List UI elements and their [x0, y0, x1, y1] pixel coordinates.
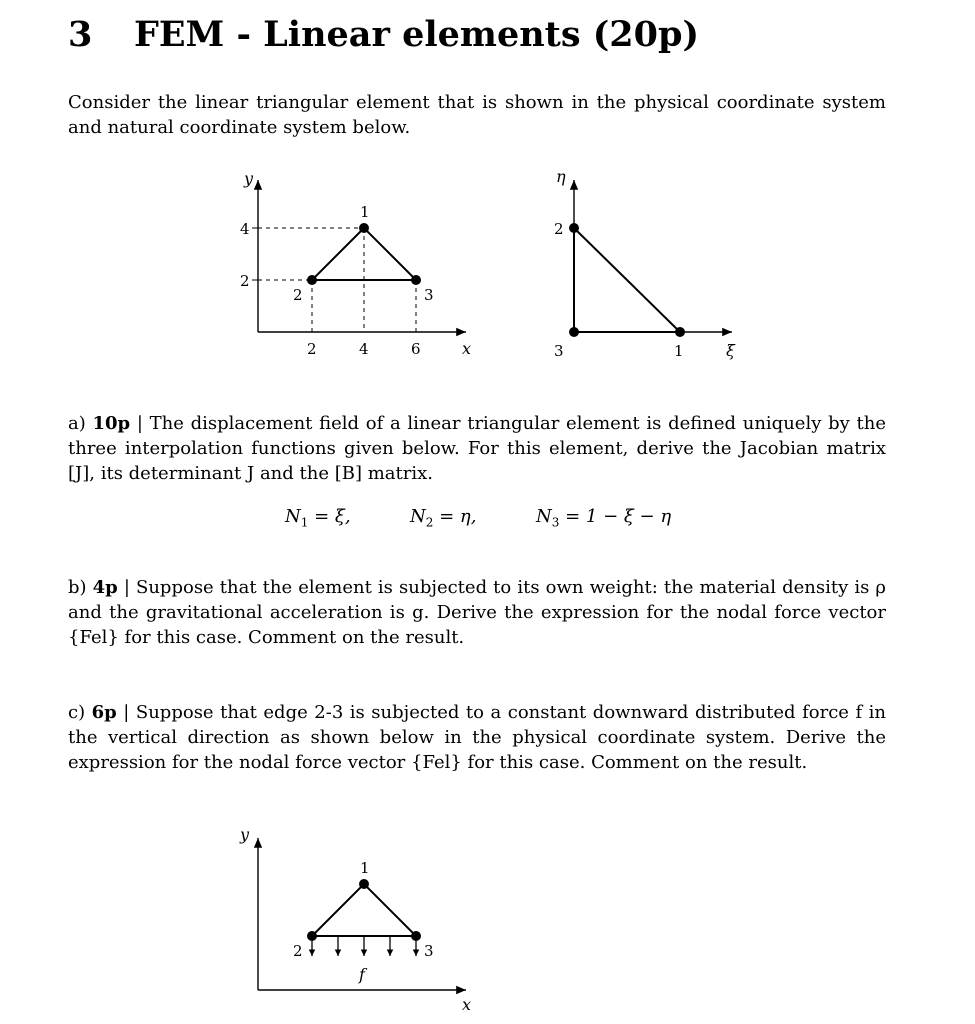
- section-heading: [68, 14, 699, 55]
- node-3: [411, 275, 421, 285]
- equation-n1: $N_1 = \xi$,: [285, 506, 351, 530]
- part-a-points: 10p: [92, 413, 131, 434]
- triangle-element: [312, 884, 416, 936]
- x-axis-label: x: [462, 339, 472, 358]
- eta-axis-label: η: [556, 167, 566, 186]
- y-tick-label: 2: [240, 272, 250, 290]
- node-1: [359, 223, 369, 233]
- load-label: f: [359, 965, 365, 984]
- node-1: [359, 879, 369, 889]
- reference-triangle: [574, 228, 680, 332]
- part-a-text: | The displacement field of a linear triangular element is defined uniquely by the three interpolation functions given below. For this element, derive the Jacobian matrix [J], its determinant J and the [B] matrix.: [68, 413, 886, 484]
- x-tick-label: 2: [307, 340, 317, 358]
- node-label: 1: [360, 859, 370, 877]
- intro-paragraph: Consider the linear triangular element that is shown in the physical coordinate system and natural coordinate system below.: [68, 92, 886, 138]
- part-b-text: | Suppose that the element is subjected to its own weight: the material density is ρ and the gravitational acceleration is g. Derive the expression for the nodal force vector {Fel} for this case. Comment on the result.: [68, 577, 886, 648]
- x-tick-label: 4: [359, 340, 369, 358]
- node-label: 3: [424, 286, 434, 304]
- part-b-label: b): [68, 577, 87, 598]
- y-axis-label: y: [240, 825, 250, 844]
- part-a-label: a): [68, 413, 86, 434]
- part-c-label: c): [68, 702, 86, 723]
- node-label: 1: [360, 203, 370, 221]
- equation-n3: $N_3 = 1 - \xi - \eta$: [536, 506, 672, 530]
- figure-load: [220, 820, 490, 1020]
- figure-natural: [530, 160, 760, 365]
- node-1: [675, 327, 685, 337]
- x-axis-label: x: [462, 995, 472, 1014]
- node-label: 3: [554, 342, 564, 360]
- node-label: 2: [293, 942, 303, 960]
- equation-n2: $N_2 = \eta$,: [410, 506, 477, 530]
- node-label: 1: [674, 342, 684, 360]
- distributed-load-arrows: [312, 936, 416, 956]
- part-c-text: | Suppose that edge 2-3 is subjected to a constant downward distributed force f in the vertical direction as shown below in the physical coordinate system. Derive the expression for the nodal force vector {Fel} for this case. Comment on the result.: [68, 702, 886, 773]
- part-c-points: 6p: [91, 702, 117, 723]
- node-2: [307, 931, 317, 941]
- node-2: [569, 223, 579, 233]
- node-label: 2: [554, 220, 564, 238]
- section-number: 3: [68, 14, 93, 55]
- node-3: [411, 931, 421, 941]
- node-label: 3: [424, 942, 434, 960]
- figure-physical: [220, 160, 490, 365]
- node-3: [569, 327, 579, 337]
- part-c-paragraph: [68, 700, 886, 775]
- x-tick-label: 6: [411, 340, 421, 358]
- section-title: FEM - Linear elements (20p): [134, 14, 700, 55]
- part-a-paragraph: [68, 411, 886, 486]
- y-tick-label: 4: [240, 220, 250, 238]
- node-2: [307, 275, 317, 285]
- part-b-points: 4p: [92, 577, 118, 598]
- part-b-paragraph: [68, 575, 886, 650]
- y-axis-label: y: [244, 169, 254, 188]
- node-label: 2: [293, 286, 303, 304]
- xi-axis-label: ξ: [726, 341, 735, 360]
